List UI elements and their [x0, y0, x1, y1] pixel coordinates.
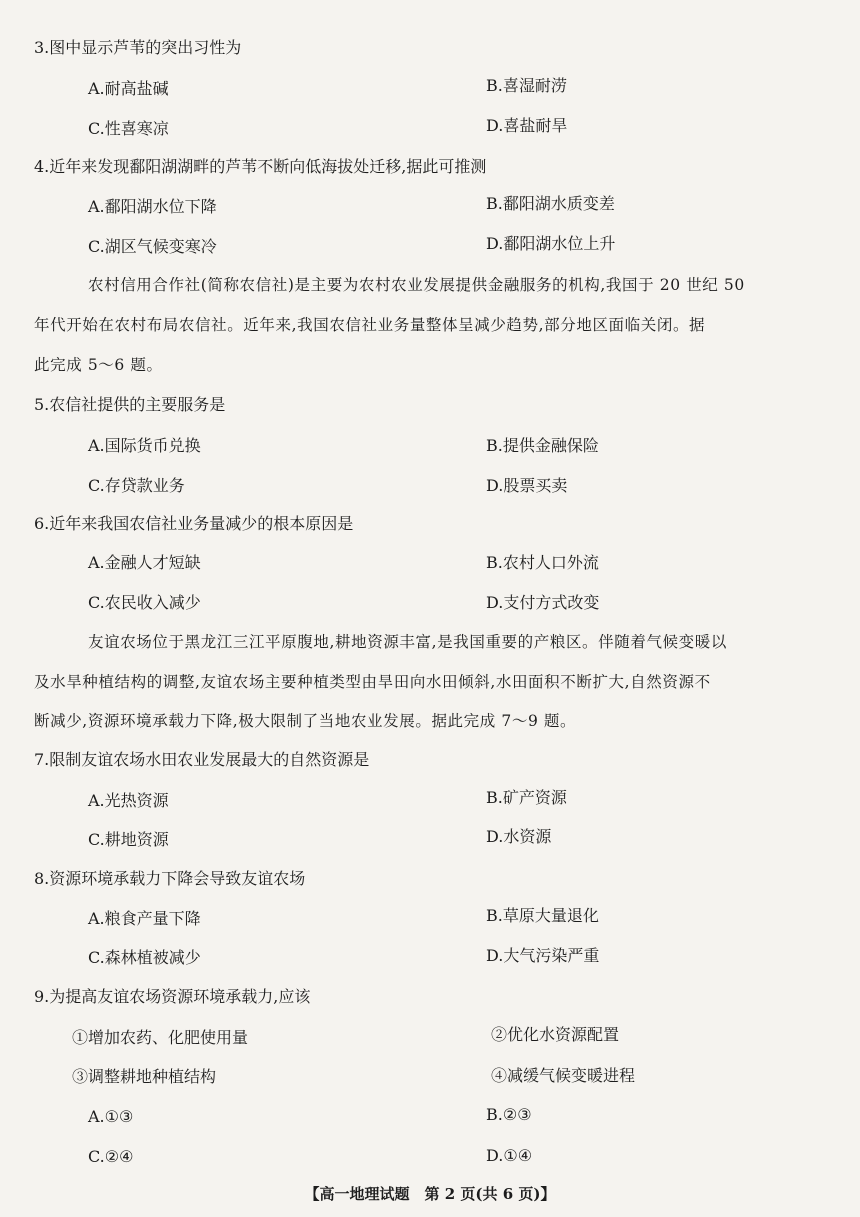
q3-option-a: A.耐高盐碱: [88, 79, 169, 98]
q5-option-a: A.国际货币兑换: [88, 436, 201, 455]
passage1-line-3: 此完成 5～6 题。: [34, 356, 163, 374]
passage1-line-2: 年代开始在农村布局农信社。近年来,我国农信社业务量整体呈减少趋势,部分地区面临关闭。据: [34, 316, 706, 334]
q6-option-d: D.支付方式改变: [486, 593, 600, 612]
q6-stem: 6.近年来我国农信社业务量减少的根本原因是: [34, 514, 354, 533]
q5-option-b: B.提供金融保险: [486, 436, 599, 455]
q9-item-4: ④减缓气候变暖进程: [491, 1066, 636, 1085]
q4-option-b: B.鄱阳湖水质变差: [486, 194, 615, 213]
q8-option-a: A.粮食产量下降: [88, 909, 201, 928]
q4-option-a: A.鄱阳湖水位下降: [88, 197, 217, 216]
q9-option-d: D.①④: [486, 1146, 533, 1165]
q8-option-b: B.草原大量退化: [486, 906, 599, 925]
passage1-line-1: 农村信用合作社(简称农信社)是主要为农村农业发展提供金融服务的机构,我国于 20 世纪 50: [88, 276, 745, 294]
q4-stem: 4.近年来发现鄱阳湖湖畔的芦苇不断向低海拔处迁移,据此可推测: [34, 157, 487, 176]
q4-option-c: C.湖区气候变寒冷: [88, 237, 217, 256]
q3-option-d: D.喜盐耐旱: [486, 116, 568, 135]
q7-option-d: D.水资源: [486, 827, 552, 846]
passage2-line-3: 断减少,资源环境承载力下降,极大限制了当地农业发展。据此完成 7～9 题。: [34, 712, 577, 730]
q5-option-c: C.存贷款业务: [88, 476, 185, 495]
q5-stem: 5.农信社提供的主要服务是: [34, 395, 226, 414]
q9-item-1: ①增加农药、化肥使用量: [72, 1028, 249, 1047]
q8-option-c: C.森林植被减少: [88, 948, 201, 967]
q3-option-c: C.性喜寒凉: [88, 119, 169, 138]
q9-option-a: A.①③: [88, 1107, 134, 1126]
q9-stem: 9.为提高友谊农场资源环境承载力,应该: [34, 987, 311, 1006]
page-footer: 【高一地理试题 第 2 页(共 6 页)】: [304, 1185, 556, 1203]
q8-stem: 8.资源环境承载力下降会导致友谊农场: [34, 869, 306, 888]
q5-option-d: D.股票买卖: [486, 476, 568, 495]
q7-option-c: C.耕地资源: [88, 830, 169, 849]
q8-option-d: D.大气污染严重: [486, 946, 600, 965]
passage2-line-1: 友谊农场位于黑龙江三江平原腹地,耕地资源丰富,是我国重要的产粮区。伴随着气候变暖以: [88, 633, 727, 651]
q6-option-c: C.农民收入减少: [88, 593, 201, 612]
q7-stem: 7.限制友谊农场水田农业发展最大的自然资源是: [34, 750, 370, 769]
q4-option-d: D.鄱阳湖水位上升: [486, 234, 616, 253]
q6-option-a: A.金融人才短缺: [88, 553, 201, 572]
q7-option-b: B.矿产资源: [486, 788, 567, 807]
q3-option-b: B.喜湿耐涝: [486, 76, 567, 95]
q9-option-c: C.②④: [88, 1147, 134, 1166]
q6-option-b: B.农村人口外流: [486, 553, 599, 572]
q9-item-2: ②优化水资源配置: [491, 1025, 620, 1044]
passage2-line-2: 及水旱种植结构的调整,友谊农场主要种植类型由旱田向水田倾斜,水田面积不断扩大,自然资源不: [34, 673, 711, 691]
q3-stem: 3.图中显示芦苇的突出习性为: [34, 38, 242, 57]
q9-option-b: B.②③: [486, 1105, 532, 1124]
q7-option-a: A.光热资源: [88, 791, 169, 810]
q9-item-3: ③调整耕地种植结构: [72, 1067, 217, 1086]
